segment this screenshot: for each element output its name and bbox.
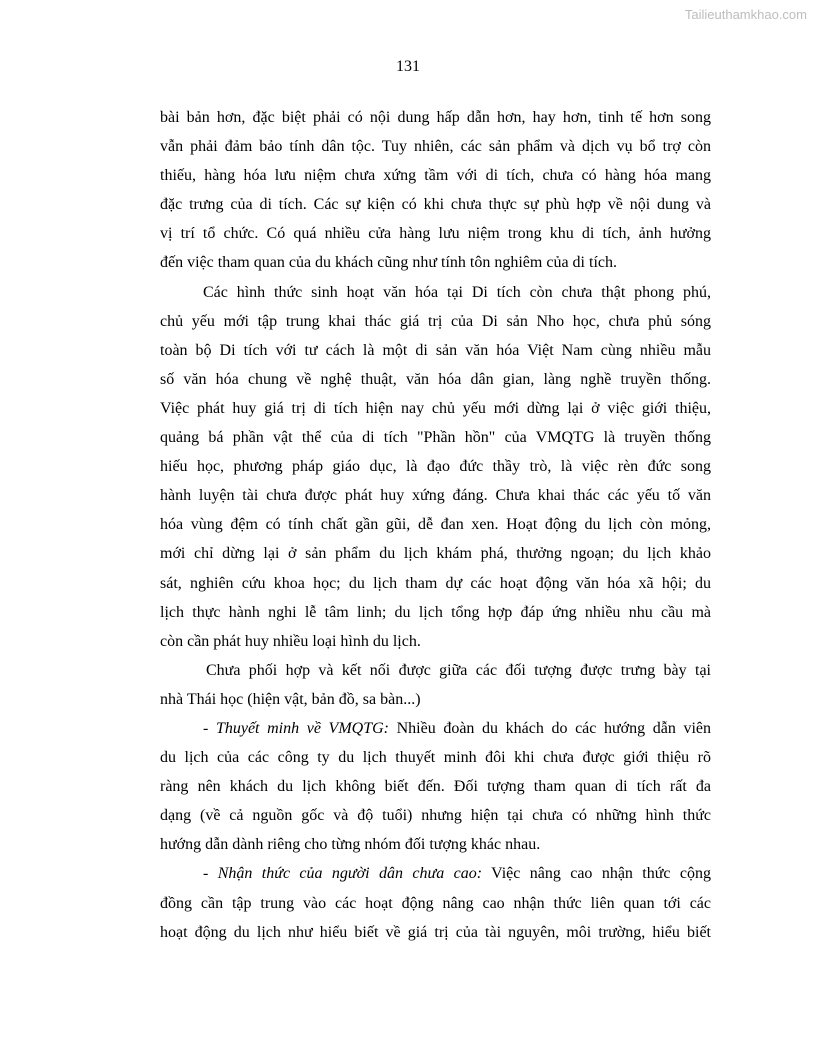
text-line: thiếu, hàng hóa lưu niệm chưa xứng tầm với di tích, chưa có hàng hóa mang bbox=[160, 167, 711, 185]
paragraph-cultural-activities bbox=[160, 278, 711, 656]
text-run: Việc nâng cao nhận thức cộng bbox=[482, 865, 712, 883]
text-line: vẫn phải đảm bảo tính dân tộc. Tuy nhiên, các sản phẩm và dịch vụ bổ trợ còn bbox=[160, 138, 711, 156]
text-line: hướng dẫn dành riêng cho từng nhóm đối tượng khác nhau. bbox=[160, 836, 541, 854]
text-line: số văn hóa chung về nghệ thuật, văn hóa dân gian, làng nghề truyền thống. bbox=[160, 370, 711, 388]
text-line: còn cần phát huy nhiều loại hình du lịch. bbox=[160, 632, 421, 650]
text-line: bài bản hơn, đặc biệt phải có nội dung hấp dẫn hơn, hay hơn, tinh tế hơn song bbox=[160, 109, 711, 126]
page-number: 131 bbox=[396, 58, 420, 75]
text-line: dạng (về cả nguồn gốc và độ tuổi) nhưng hiện tại chưa có những hình thức bbox=[160, 807, 711, 825]
text-line bbox=[160, 714, 711, 743]
text-line: nhà Thái học (hiện vật, bản đồ, sa bàn...) bbox=[160, 690, 421, 708]
text-line: đặc trưng của di tích. Các sự kiện có khi chưa thực sự phù hợp về nội dung và bbox=[160, 196, 711, 214]
paragraph-interpretation bbox=[160, 714, 711, 859]
text-run: Nhiều đoàn du khách do các hướng dẫn viên bbox=[388, 719, 712, 737]
text-line: hóa vùng đệm có tính chất gần gũi, dễ đan xen. Hoạt động du lịch còn mỏng, bbox=[160, 516, 711, 534]
text-line: du lịch của các công ty du lịch thuyết minh đôi khi chưa được giới thiệu rõ bbox=[160, 749, 711, 767]
text-line: Chưa phối hợp và kết nối được giữa các đối tượng được trưng bày tại bbox=[206, 661, 711, 679]
document-body bbox=[160, 103, 711, 947]
dash: - bbox=[203, 865, 218, 883]
text-line: toàn bộ Di tích với tư cách là một di sản văn hóa Việt Nam cùng nhiều mẫu bbox=[160, 341, 711, 359]
text-line: vị trí tổ chức. Có quá nhiều cửa hàng lưu niệm trong khu di tích, ảnh hưởng bbox=[160, 225, 711, 243]
paragraph-awareness bbox=[160, 859, 711, 946]
dash: - bbox=[203, 719, 216, 737]
section-label: Thuyết minh về VMQTG: bbox=[215, 719, 389, 737]
text-line: sát, nghiên cứu khoa học; du lịch tham dự các hoạt động văn hóa xã hội; du bbox=[160, 574, 711, 592]
text-line: ràng nên khách du lịch không biết đến. Đối tượng tham quan di tích rất đa bbox=[160, 778, 711, 796]
text-line: mới chỉ dừng lại ở sản phẩm du lịch khám phá, thưởng ngoạn; du lịch khảo bbox=[160, 545, 711, 563]
text-line: đồng cần tập trung vào các hoạt động nâng cao nhận thức liên quan tới các bbox=[160, 894, 711, 912]
text-line: Việc phát huy giá trị di tích hiện nay chủ yếu mới dừng lại ở việc giới thiệu, bbox=[160, 399, 711, 417]
text-line: hành luyện tài chưa được phát huy xứng đáng. Chưa khai thác các yếu tố văn bbox=[160, 487, 711, 505]
text-line: lịch thực hành nghi lễ tâm linh; du lịch tổng hợp đáp ứng nhiều nhu cầu mà bbox=[160, 603, 711, 621]
text-line bbox=[160, 859, 711, 888]
paragraph-coordination bbox=[160, 656, 711, 714]
text-line: quảng bá phần vật thể của di tích "Phần hồn" của VMQTG là truyền thống bbox=[160, 429, 711, 447]
text-line: hiếu học, phương pháp giáo dục, là đạo đức thầy trò, là việc rèn đức song bbox=[160, 458, 711, 476]
section-label: Nhận thức của người dân chưa cao: bbox=[217, 865, 483, 883]
text-line: đến việc tham quan của du khách cũng như tính tôn nghiêm của di tích. bbox=[160, 254, 617, 272]
text-line: chủ yếu mới tập trung khai thác giá trị của Di sản Nho học, chưa phủ sóng bbox=[160, 312, 711, 330]
watermark: Tailieuthamkhao.com bbox=[684, 7, 807, 22]
text-line: hoạt động du lịch như hiểu biết về giá trị của tài nguyên, môi trường, hiểu biết bbox=[160, 923, 711, 941]
text-line: Các hình thức sinh hoạt văn hóa tại Di tích còn chưa thật phong phú, bbox=[203, 283, 711, 301]
paragraph-products bbox=[160, 103, 711, 278]
